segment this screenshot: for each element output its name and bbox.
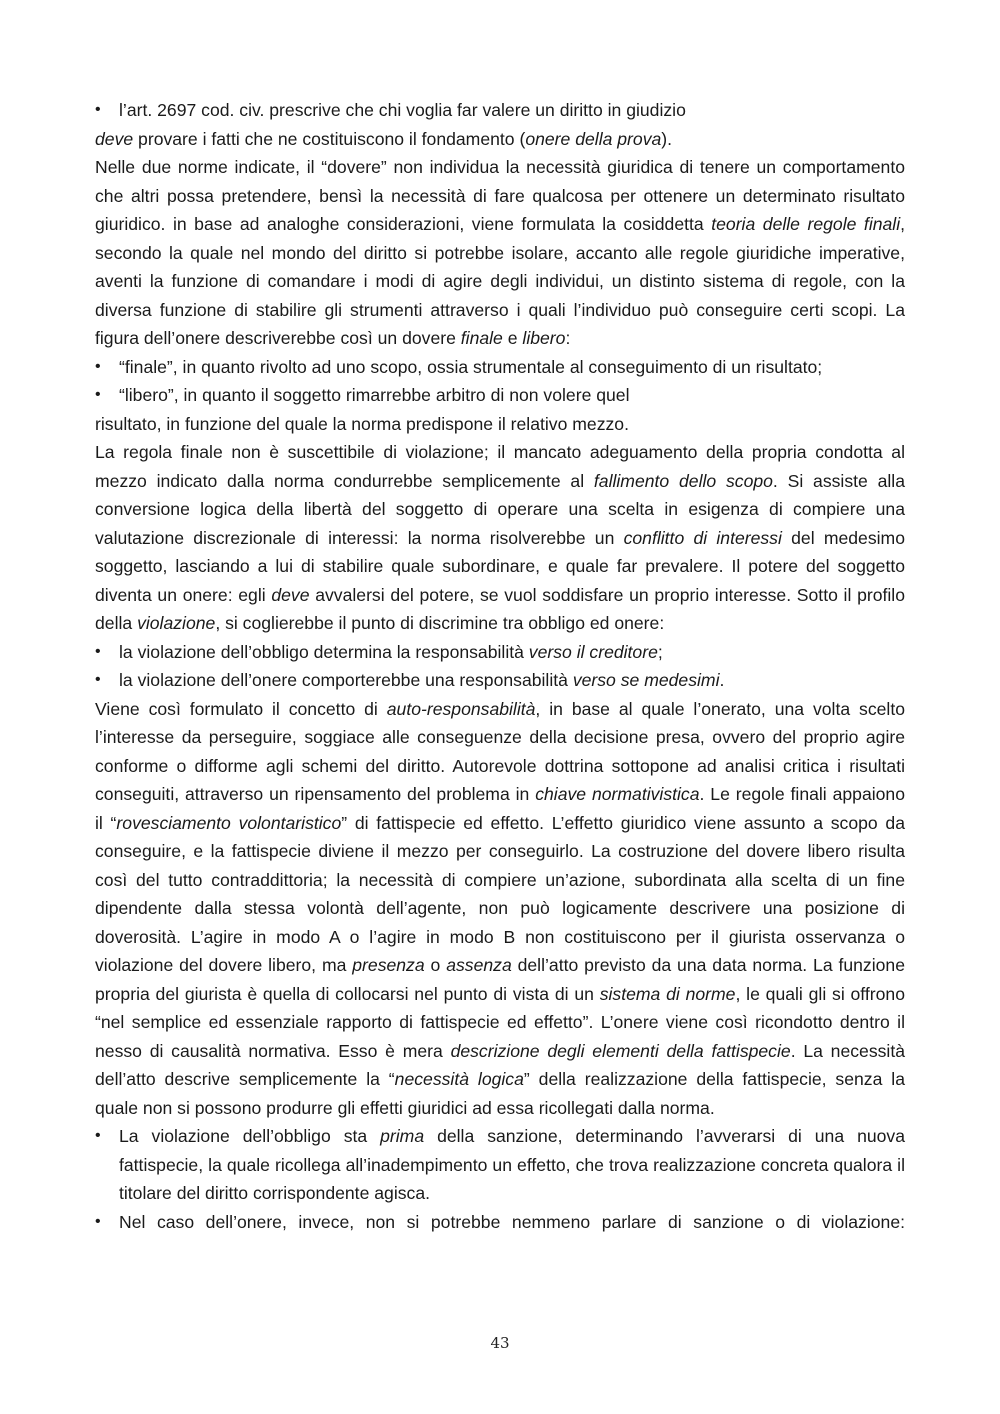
bullet-icon: • [95,642,101,660]
list-item-text: la violazione dell’onere comporterebbe una responsabilità verso se medesimi. [119,670,725,690]
list-item [95,1122,905,1208]
list-item-text: La violazione dell’obbligo sta prima della sanzione, determinando l’avverarsi di una nuova fattispecie, la quale ricollega all’inadempimento un effetto, che trova realizzazione concreta qualora il titolare del diritto corrispondente agisca. [119,1126,906,1203]
list-item [95,666,905,695]
bullet-icon: • [95,1212,101,1230]
list-item-text: la violazione dell’obbligo determina la responsabilità verso il creditore; [119,641,663,662]
bullet-icon: • [95,671,101,688]
page-body [95,96,905,1236]
list-item-text: Nel caso dell’onere, invece, non si potrebbe nemmeno parlare di sanzione o di violazione: [119,1211,905,1232]
list-item [95,96,905,125]
list-item-continuation: risultato, in funzione del quale la norma predispone il relativo mezzo. [95,413,629,434]
bullet-icon: • [95,386,101,403]
list-item-text: “libero”, in quanto il soggetto rimarrebbe arbitro di non volere quel [119,385,630,405]
list-item [95,638,905,667]
list-item [95,1208,905,1237]
paragraph: Viene così formulato il concetto di auto-responsabilità, in base al quale l’onerato, una volta scelto l’interesse da perseguire, soggiace alle conseguenze della decisione presa, ovvero del proprio agire conforme o difforme agli schemi del diritto. Autorevole dottrina sottopone ad analisi critica i risultati conseguiti, attraverso un ripensamento del problema in chiave normativistica. Le regole finali appaiono il “rovesciamento volontaristico” di fattispecie ed effetto. L’effetto giuridico viene assunto a scopo da conseguire, e la fattispecie diviene il mezzo per conseguirlo. La costruzione del dovere libero risulta così del tutto contraddittoria; la necessità di compiere un’azione, subordinata alla scelta di un fine dipendente dalla stessa volontà dell’agente, non può logicamente descrivere una posizione di doverosità. L’agire in modo A o l’agire in modo B non costituiscono per il giurista osservanza o violazione del dovere libero, ma presenza o assenza dell’atto previsto da una data norma. La funzione propria del giurista è quella di collocarsi nel punto di vista di un sistema di norme, le quali gli si offrono “nel semplice ed essenziale rapporto di fattispecie ed effetto”. L’onere viene così ricondotto dentro il nesso di causalità normativa. Esso è mera descrizione degli elementi della fattispecie. La necessità dell’atto descrive semplicemente la “necessità logica” della realizzazione della fattispecie, senza la quale non si possono produrre gli effetti giuridici ad essa ricollegati dalla norma. [95,698,906,1118]
list-item-continuation: deve provare i fatti che ne costituiscono il fondamento (onere della prova). [95,128,673,149]
list-item-text: l’art. 2697 cod. civ. prescrive che chi voglia far valere un diritto in giudizio [119,100,686,120]
page-number: 43 [490,1334,510,1352]
list-item [95,381,905,410]
paragraph: Nelle due norme indicate, il “dovere” non individua la necessità giuridica di tenere un comportamento che altri possa pretendere, bensì la necessità di fare qualcosa per ottenere un determinato risultato giuridico. in base ad analoghe considerazioni, viene formulata la cosiddetta teoria delle regole finali, secondo la quale nel mondo del diritto si potrebbe isolare, accanto alle regole giuridiche imperative, aventi la funzione di comandare i modi di agire degli individui, un distinto sistema di regole, con la diversa funzione di stabilire gli strumenti attraverso i quali l’individuo può conseguire certi scopi. La figura dell’onere descriverebbe così un dovere finale e libero: [95,157,906,348]
bullet-icon: • [95,101,101,118]
list-item-text: “finale”, in quanto rivolto ad uno scopo, ossia strumentale al conseguimento di un risultato; [119,356,823,377]
bullet-icon: • [95,1127,101,1144]
bullet-icon: • [95,357,101,375]
list-item [95,353,905,382]
paragraph: La regola finale non è suscettibile di violazione; il mancato adeguamento della propria condotta al mezzo indicato dalla norma condurrebbe semplicemente al fallimento dello scopo. Si assiste alla conversione logica della libertà del soggetto di operare una scelta in esigenza di compiere una valutazione discrezionale di interessi: la norma risolverebbe un conflitto di interessi del medesimo soggetto, lasciando a lui di stabilire quale subordinare, e quale far prevalere. Il potere del soggetto diventa un onere: egli deve avvalersi del potere, se vuol soddisfare un proprio interesse. Sotto il profilo della violazione, si coglierebbe il punto di discrimine tra obbligo ed onere: [95,442,905,633]
